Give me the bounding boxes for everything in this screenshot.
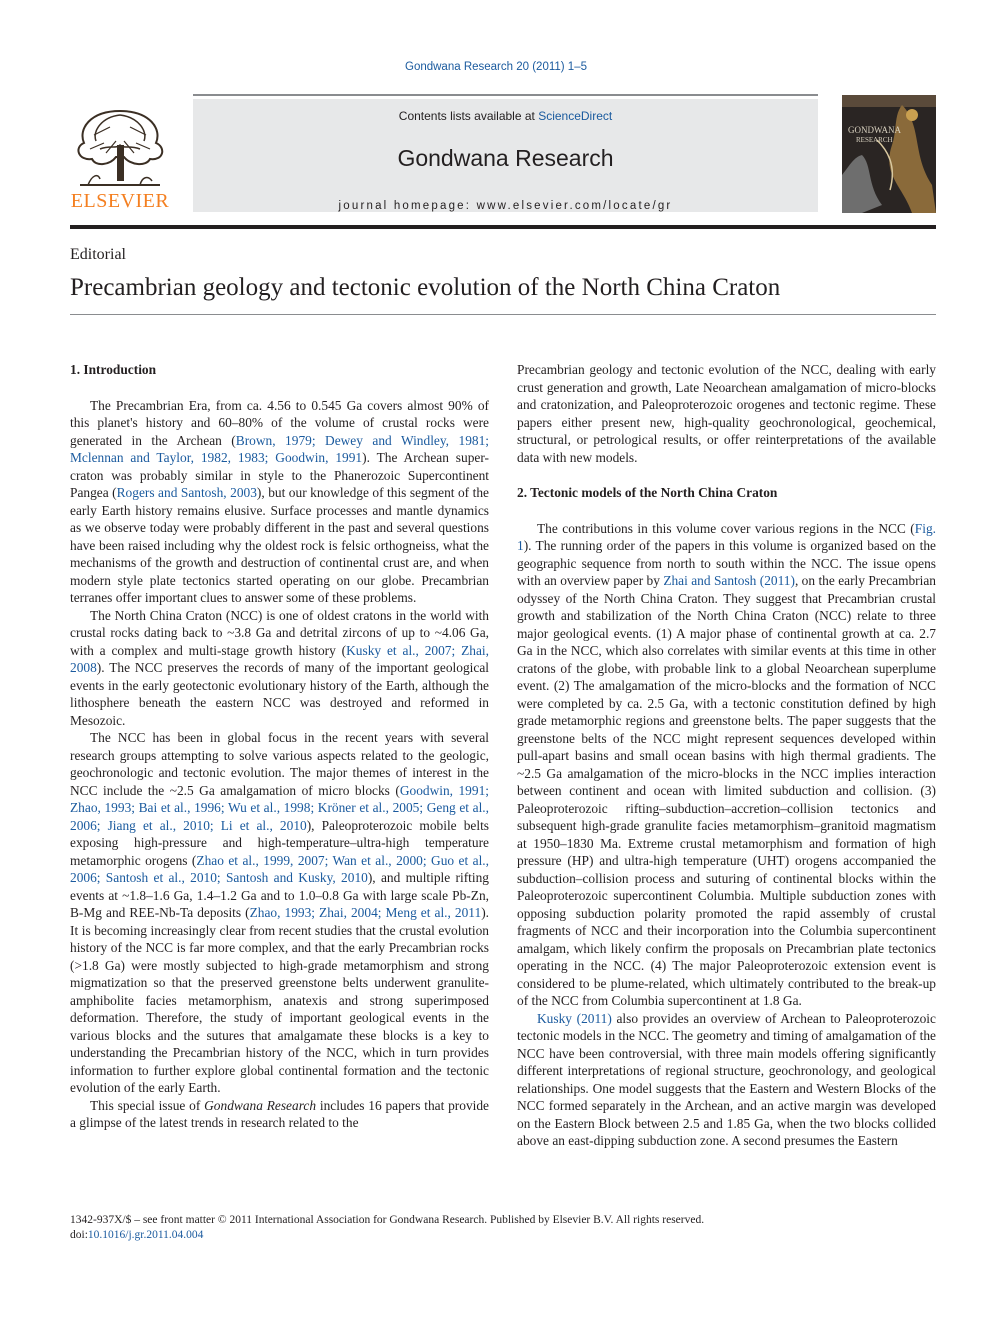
doi-line: doi:10.1016/j.gr.2011.04.004	[70, 1229, 204, 1241]
reference-link[interactable]: Kusky (2011)	[537, 1010, 612, 1026]
contents-availability	[193, 109, 818, 123]
publisher-wordmark: ELSEVIER	[70, 190, 170, 212]
journal-citation[interactable]: Gondwana Research 20 (2011) 1–5	[405, 61, 587, 73]
title-rule	[70, 314, 936, 315]
paragraph-intro-3: The NCC has been in global focus in the recent years with several research groups attempting to solve various aspects related to the geologic, geochronologic and tectonic evolution. The major themes of interest in the NCC include the ~2.5 Ga amalgamation of micro blocks (Goodwin, 1991; Zhao, 1993; Bai et al., 1996; Wu et al., 1998; Kröner et al., 2005; Geng et al., 2006; Jiang et al., 2010; Li et al., 2010), Paleoproterozoic mobile belts exposing high-pressure and high-temperature–ultra-high temperature metamorphic orogens (Zhao et al., 1999, 2007; Wan et al., 2000; Guo et al., 2006; Santosh et al., 2010; Santosh and Kusky, 2010), and multiple rifting events at ~1.8–1.6 Ga, 1.4–1.2 Ga and to 1.0–0.8 Ga with large scale Pb-Zn, B-Mg and REE-Nb-Ta deposits (Zhao, 1993; Zhai, 2004; Meng et al., 2011). It is becoming increasingly clear from recent studies that the crustal evolution history of the NCC is far more complex, and that the early Precambrian rocks (>1.8 Ga) were mostly subjected to high-grade metamorphism and strong migmatization so that the preserved greenstone belts underwent granulite-amphibolite facies metamorphism, anatexis and strong superimposed deformation. Therefore, the study of important geological events in the various blocks and the sutures that amalgamate these blocks is a key to understanding the Precambrian history of the NCC, which in turn provides information to further explore global continental formation and the tectonic evolution of the early Earth.	[70, 730, 489, 1095]
reference-link[interactable]: Rogers and Santosh, 2003	[116, 485, 257, 500]
sciencedirect-link[interactable]: ScienceDirect	[538, 109, 613, 123]
journal-masthead	[70, 95, 936, 217]
journal-cover-image	[842, 95, 936, 213]
journal-header-box	[193, 99, 818, 212]
tree-icon	[70, 105, 170, 191]
reference-link[interactable]: Zhai and Santosh (2011)	[663, 573, 795, 588]
paragraph-tectonic-2: Kusky (2011) also provides an overview of Archean to Paleoproterozoic tectonic models in the NCC. The geometry and timing of amalgamation of the NCC have been controversial, with three main models offering significantly different interpretations of regional structure, geochronology, and geological relationships. One model suggests that the Eastern and Western Blocks of the NCC formed separately in the Archean, and an active margin was developed on the Eastern Block between 2.5 and 1.85 Ga, when the two blocks collided above an east-dipping subduction zone. A second presumes the Eastern	[517, 1010, 936, 1148]
article-title: Precambrian geology and tectonic evolution of the North China Craton	[70, 274, 781, 301]
reference-link[interactable]: Zhao, 1993; Zhai, 2004; Meng et al., 2011	[249, 905, 482, 920]
elsevier-logo[interactable]	[70, 105, 170, 213]
page-footer	[70, 1213, 936, 1243]
journal-homepage[interactable]: journal homepage: www.elsevier.com/locate/gr	[338, 200, 673, 212]
paragraph-intro-1: The Precambrian Era, from ca. 4.56 to 0.545 Ga covers almost 90% of this planet's history and 60–80% of the volume of crustal rocks were generated in the Archean (Brown, 1979; Dewey and Windley, 1981; Mclennan and Taylor, 1982, 1983; Goodwin, 1991). The Archean super-craton was probably similar in style to the Phanerozoic Supercontinent Pangea (Rogers and Santosh, 2003), but our knowledge of this segment of the early Earth history remains elusive. Surface processes and mantle dynamics as we observe today were probably different in the past and several questions have been raised including why the oldest rock is felsic orthogneiss, what the mechanisms of the growth and destruction of continental crust are, and when modern style plate tectonics started operating on our globe. Precambrian terranes offer important clues to answer some of these problems.	[70, 397, 490, 605]
journal-name-italic: Gondwana Research	[204, 1097, 317, 1113]
reference-link[interactable]: Kusky et al., 2007; Zhai, 2008	[70, 642, 489, 675]
paragraph-intro-4-continued: Precambrian geology and tectonic evolution of the NCC, dealing with early crust generation and growth, Late Neoarchean amalgamation of micro-blocks and cratonization, and Paleoproterozoic orogenes and tectonic regime. These papers either present new, high-quality geochronological, geochemical, structural, or petrological results, or offer reinterpretations of the available data with new models.	[517, 362, 936, 465]
contents-prefix: Contents lists available at	[398, 109, 539, 123]
reference-link[interactable]: Zhao et al., 1999, 2007; Wan et al., 2000; Guo et al., 2006; Santosh et al., 2010; Santosh and Kusky, 2010	[70, 852, 489, 885]
copyright-line: 1342-937X/$ – see front matter © 2011 International Association for Gondwana Research. Published by Elsevier B.V. All rights reserved.	[70, 1214, 705, 1226]
section-heading-tectonic-models: 2. Tectonic models of the North China Craton	[517, 485, 778, 500]
paragraph-intro-2: The North China Craton (NCC) is one of oldest cratons in the world with crustal rocks dating back to ~3.8 Ga and detrital zircons of up to ~4.06 Ga, with a complex and multi-stage growth history (Kusky et al., 2007; Zhai, 2008). The NCC preserves the records of many of the important geological events in the early geotectonic evolutionary history of the Earth, although the lithosphere beneath the eastern NCC was destroyed and reformed in Mesozoic.	[70, 607, 489, 728]
left-column	[70, 361, 489, 1132]
header-divider	[193, 94, 818, 96]
cover-title-line2: RESEARCH	[856, 136, 893, 144]
section-heading-introduction: 1. Introduction	[70, 362, 157, 377]
cover-title-line1: GONDWANA	[848, 125, 901, 135]
journal-cover-thumbnail[interactable]	[842, 95, 936, 213]
reference-link[interactable]: Goodwin, 1991; Zhao, 1993; Bai et al., 1996; Wu et al., 1998; Kröner et al., 2005; Geng et al., 2006; Jiang et al., 2010; Li et al., 2010	[70, 782, 489, 833]
journal-name: Gondwana Research	[397, 145, 614, 171]
paragraph-intro-4: This special issue of Gondwana Research includes 16 papers that provide a glimpse of the latest trends in research related to the	[70, 1097, 490, 1130]
article-type: Editorial	[70, 246, 126, 263]
doi-link[interactable]: 10.1016/j.gr.2011.04.004	[87, 1229, 204, 1241]
header-rule	[70, 225, 936, 229]
reference-link[interactable]: Brown, 1979; Dewey and Windley, 1981; Mclennan and Taylor, 1982, 1983; Goodwin, 1991	[70, 432, 490, 465]
paragraph-tectonic-1: The contributions in this volume cover various regions in the NCC (Fig. 1). The running order of the papers in this volume is organized based on the geographic sequence from north to south within the NCC. The issue opens with an overview paper by Zhai and Santosh (2011), on the early Precambrian odyssey of the North China Craton. They suggest that Precambrian crustal growth and stabilization of the North China Craton (NCC) relate to three major geological events. (1) A major phase of continental growth at ca. 2.7 Ga in the NCC, which also correlates with similar events at this time in other cratons of the globe, with probable link to a global Neoarchean superplume event. (2) The amalgamation of the micro-blocks and the formation of NCC were completed by ca. 2.5 Ga, with a tectonic constitution defined by high grade metamorphic regions and greenstone belts. The paper suggests that the greenstone belts of the NCC might represent sequences developed within pull-apart basins and small ocean basins with high thermal gradients. The ~2.5 Ga amalgamation of the micro-blocks in the NCC implies interaction between continent and ocean with limited subduction and collision. (3) Paleoproterozoic rifting–subduction–accretion–collision tectonics and subsequent high-grade granulite facies metamorphism–granitoid magmatism at 1950–1830 Ma. Extreme crustal metamorphism and formation of high pressure (HP) and ultra-high temperature (UHT) orogens accompanied the subduction–collision process and suturing of continental blocks within the Paleoproterozoic supercontinent Columbia. Multiple subduction zones with opposing subduction polarity promoted the rapid assembly of crustal fragments of NCC and their incorporation into the Columbia supercontinent amalgam, which likely confirm the proposals on Precambrian plate tectonics operating in the NCC. (4) The major Paleoproterozoic extension event is considered to be plume-related, which ultimately contributed to the break-up of the NCC from Columbia supercontinent at 1.8 Ga.	[517, 520, 937, 1008]
right-column	[517, 361, 936, 1150]
figure-link[interactable]: Fig. 1	[517, 520, 936, 553]
